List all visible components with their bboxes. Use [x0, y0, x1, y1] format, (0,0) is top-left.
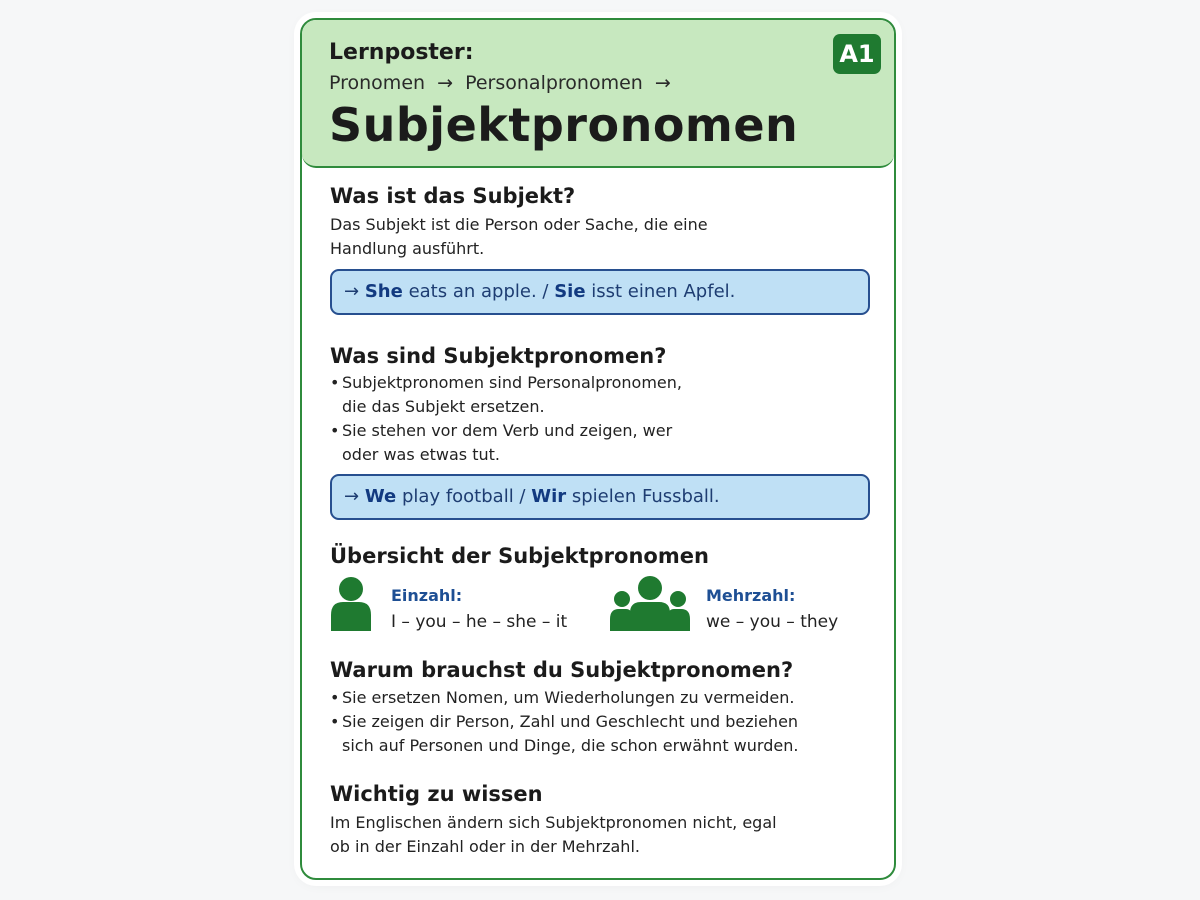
arrow-icon: → — [344, 281, 360, 302]
breadcrumb-arrow-icon: → — [437, 72, 454, 94]
why-bullet-2-line-1: • Sie zeigen dir Person, Zahl und Geschlecht und beziehen — [342, 712, 799, 731]
poster-kicker: Lernposter: — [329, 40, 474, 65]
pronouns-bullet-2 — [330, 419, 842, 467]
why-bullet-1 — [330, 686, 842, 710]
plural-label: Mehrzahl: — [706, 586, 796, 605]
section-heading-why: Warum brauchst du Subjektpronomen? — [330, 658, 794, 682]
example-en-rest: play football / — [401, 486, 526, 507]
breadcrumb-arrow-icon: → — [654, 72, 671, 94]
learning-poster — [300, 18, 896, 880]
why-bullet-2 — [330, 710, 842, 758]
person-icon — [329, 575, 373, 631]
section-heading-overview: Übersicht der Subjektpronomen — [330, 544, 709, 568]
example-en-pronoun: She — [364, 281, 403, 302]
level-badge: A1 — [833, 34, 881, 74]
pronouns-bullet-1 — [330, 371, 842, 419]
why-bullet-1-text: • Sie ersetzen Nomen, um Wiederholungen zu vermeiden. — [342, 688, 795, 707]
singular-label: Einzahl: — [391, 586, 463, 605]
breadcrumb-item-personalpronomen: Personalpronomen — [465, 72, 643, 94]
section-heading-note: Wichtig zu wissen — [330, 782, 543, 806]
subject-text-line-1: Das Subjekt ist die Person oder Sache, die eine — [330, 215, 708, 234]
example-de-pronoun: Sie — [554, 281, 586, 302]
note-text-line-1: Im Englischen ändern sich Subjektpronomen nicht, egal — [330, 813, 777, 832]
example-de-pronoun: Wir — [531, 486, 567, 507]
plural-forms: we – you – they — [706, 612, 839, 632]
example-de-rest: isst einen Apfel. — [591, 281, 736, 302]
group-icon — [610, 575, 690, 631]
why-bullet-2-line-2: sich auf Personen und Dinge, die schon erwähnt wurden. — [342, 736, 799, 755]
poster-title: Subjektpronomen — [329, 98, 799, 152]
pronouns-bullet-1-line-1: • Subjektpronomen sind Personalpronomen, — [342, 373, 682, 392]
poster-header — [302, 20, 894, 168]
example-box-subject — [330, 269, 870, 315]
breadcrumb-item-pronomen: Pronomen — [329, 72, 426, 94]
subject-text-line-2: Handlung ausführt. — [330, 239, 485, 258]
example-de-rest: spielen Fussball. — [571, 486, 720, 507]
section-heading-pronouns: Was sind Subjektpronomen? — [330, 344, 667, 368]
pronouns-bullet-1-line-2: die das Subjekt ersetzen. — [342, 397, 545, 416]
topic-breadcrumb — [329, 72, 677, 94]
example-en-rest: eats an apple. / — [408, 281, 549, 302]
example-box-pronouns — [330, 474, 870, 520]
arrow-icon: → — [344, 486, 360, 507]
singular-forms: I – you – he – she – it — [391, 612, 568, 632]
note-text-line-2: ob in der Einzahl oder in der Mehrzahl. — [330, 837, 640, 856]
pronouns-bullet-2-line-2: oder was etwas tut. — [342, 445, 500, 464]
pronouns-bullet-2-line-1: • Sie stehen vor dem Verb und zeigen, wer — [342, 421, 673, 440]
example-en-pronoun: We — [364, 486, 397, 507]
section-heading-subject: Was ist das Subjekt? — [330, 184, 576, 208]
